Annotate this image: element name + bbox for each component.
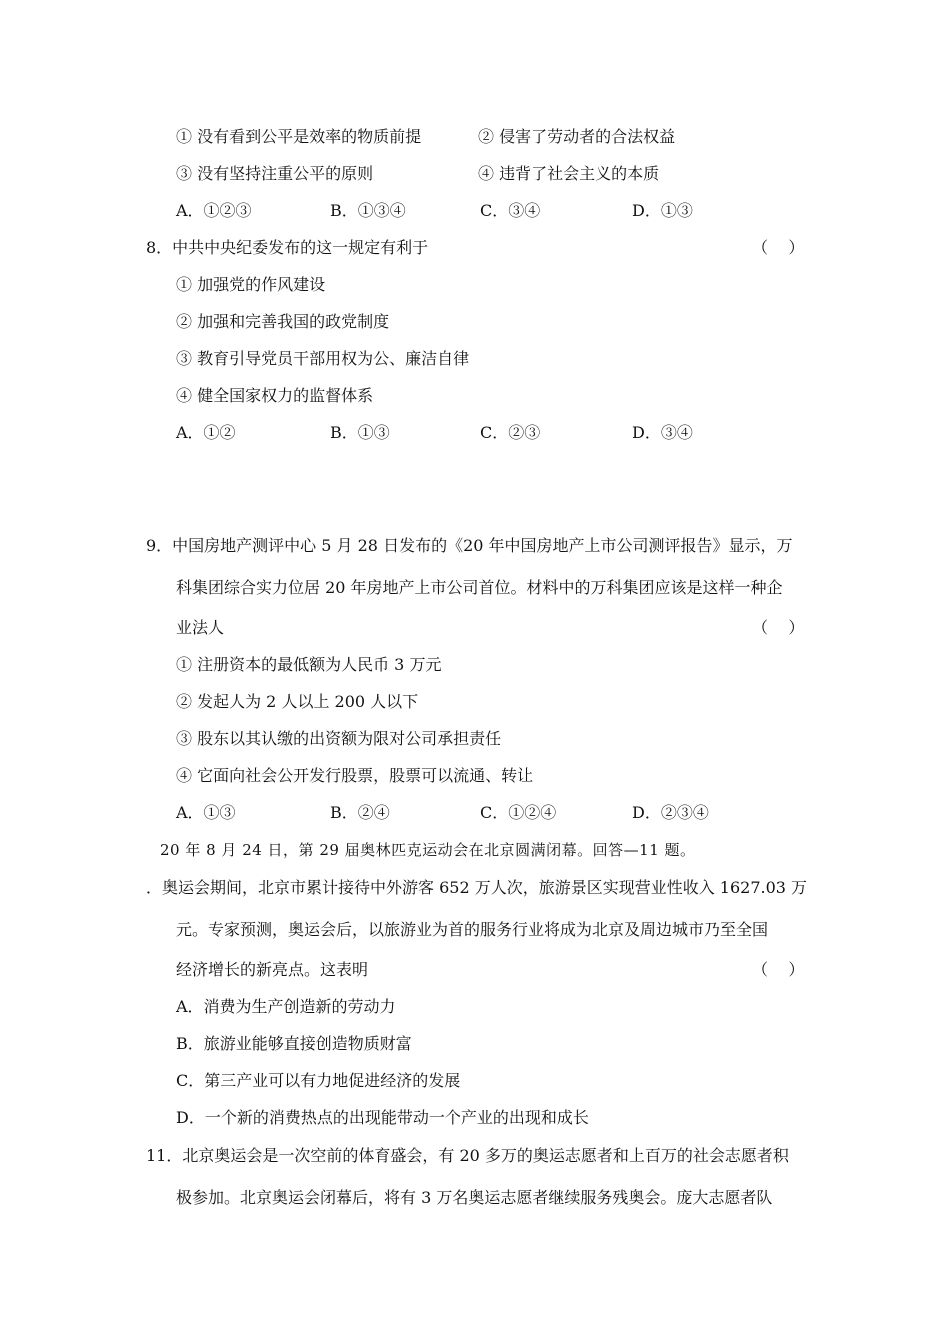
q10-stem-line-3: 经济增长的新亮点。这表明 <box>176 960 369 979</box>
q9-choice-a: A．①③ <box>176 803 236 822</box>
q9-stem-line-2: 科集团综合实力位居 20 年房地产上市公司首位。材料中的万科集团应该是这样一种企 <box>176 578 783 597</box>
q8-option-2: ② 加强和完善我国的政党制度 <box>176 312 390 331</box>
q9-option-3: ③ 股东以其认缴的出资额为限对公司承担责任 <box>176 729 502 748</box>
q8-choice-d: D．③④ <box>632 423 693 442</box>
q9-option-1: ① 注册资本的最低额为人民币 3 万元 <box>176 655 442 674</box>
q9-choice-c: C．①②④ <box>480 803 557 822</box>
q9-stem-line-3: 业法人 <box>176 618 225 637</box>
q9-option-4: ④ 它面向社会公开发行股票，股票可以流通、转让 <box>176 766 534 785</box>
q7-option-1: ① 没有看到公平是效率的物质前提 <box>176 127 422 146</box>
q7-choice-b: B．①③④ <box>330 201 406 220</box>
q8-option-1: ① 加强党的作风建设 <box>176 275 326 294</box>
q9-stem-line-1: 9．中国房地产测评中心 5 月 28 日发布的《20 年中国房地产上市公司测评报告》显示，万 <box>146 536 793 555</box>
q10-choice-a: A．消费为生产创造新的劳动力 <box>176 997 396 1016</box>
q9-choice-d: D．②③④ <box>632 803 709 822</box>
q10-choice-d: D．一个新的消费热点的出现能带动一个产业的出现和成长 <box>176 1108 589 1127</box>
q10-stem-line-1: ．奥运会期间，北京市累计接待中外游客 652 万人次，旅游景区实现营业性收入 1627.03 万 <box>146 878 808 897</box>
q7-choice-a: A．①②③ <box>176 201 252 220</box>
q8-stem: 8．中共中央纪委发布的这一规定有利于 <box>146 238 429 257</box>
q11-stem-line-1: 11．北京奥运会是一次空前的体育盛会，有 20 多万的奥运志愿者和上百万的社会志愿者积 <box>146 1146 789 1165</box>
q8-answer-paren: （ ） <box>752 238 805 257</box>
q8-choice-c: C．②③ <box>480 423 541 442</box>
q8-option-3: ③ 教育引导党员干部用权为公、廉洁自律 <box>176 349 470 368</box>
q8-choice-b: B．①③ <box>330 423 390 442</box>
q11-stem-line-2: 极参加。北京奥运会闭幕后，将有 3 万名奥运志愿者继续服务残奥会。庞大志愿者队 <box>176 1188 773 1207</box>
q7-option-3: ③ 没有坚持注重公平的原则 <box>176 164 374 183</box>
q9-choice-b: B．②④ <box>330 803 390 822</box>
q10-choice-b: B．旅游业能够直接创造物质财富 <box>176 1034 412 1053</box>
q8-choice-a: A．①② <box>176 423 236 442</box>
q9-answer-paren: （ ） <box>752 618 805 637</box>
q10-choice-c: C．第三产业可以有力地促进经济的发展 <box>176 1071 461 1090</box>
q7-choice-d: D．①③ <box>632 201 693 220</box>
material-intro: 20 年 8 月 24 日，第 29 届奥林匹克运动会在北京圆满闭幕。回答—11 题。 <box>160 841 696 859</box>
q10-stem-line-2: 元。专家预测，奥运会后，以旅游业为首的服务行业将成为北京及周边城市乃至全国 <box>176 920 769 939</box>
q7-option-2: ② 侵害了劳动者的合法权益 <box>478 127 676 146</box>
q7-option-4: ④ 违背了社会主义的本质 <box>478 164 660 183</box>
q10-answer-paren: （ ） <box>752 960 805 979</box>
q8-option-4: ④ 健全国家权力的监督体系 <box>176 386 374 405</box>
q7-choice-c: C．③④ <box>480 201 541 220</box>
q9-option-2: ② 发起人为 2 人以上 200 人以下 <box>176 692 419 711</box>
